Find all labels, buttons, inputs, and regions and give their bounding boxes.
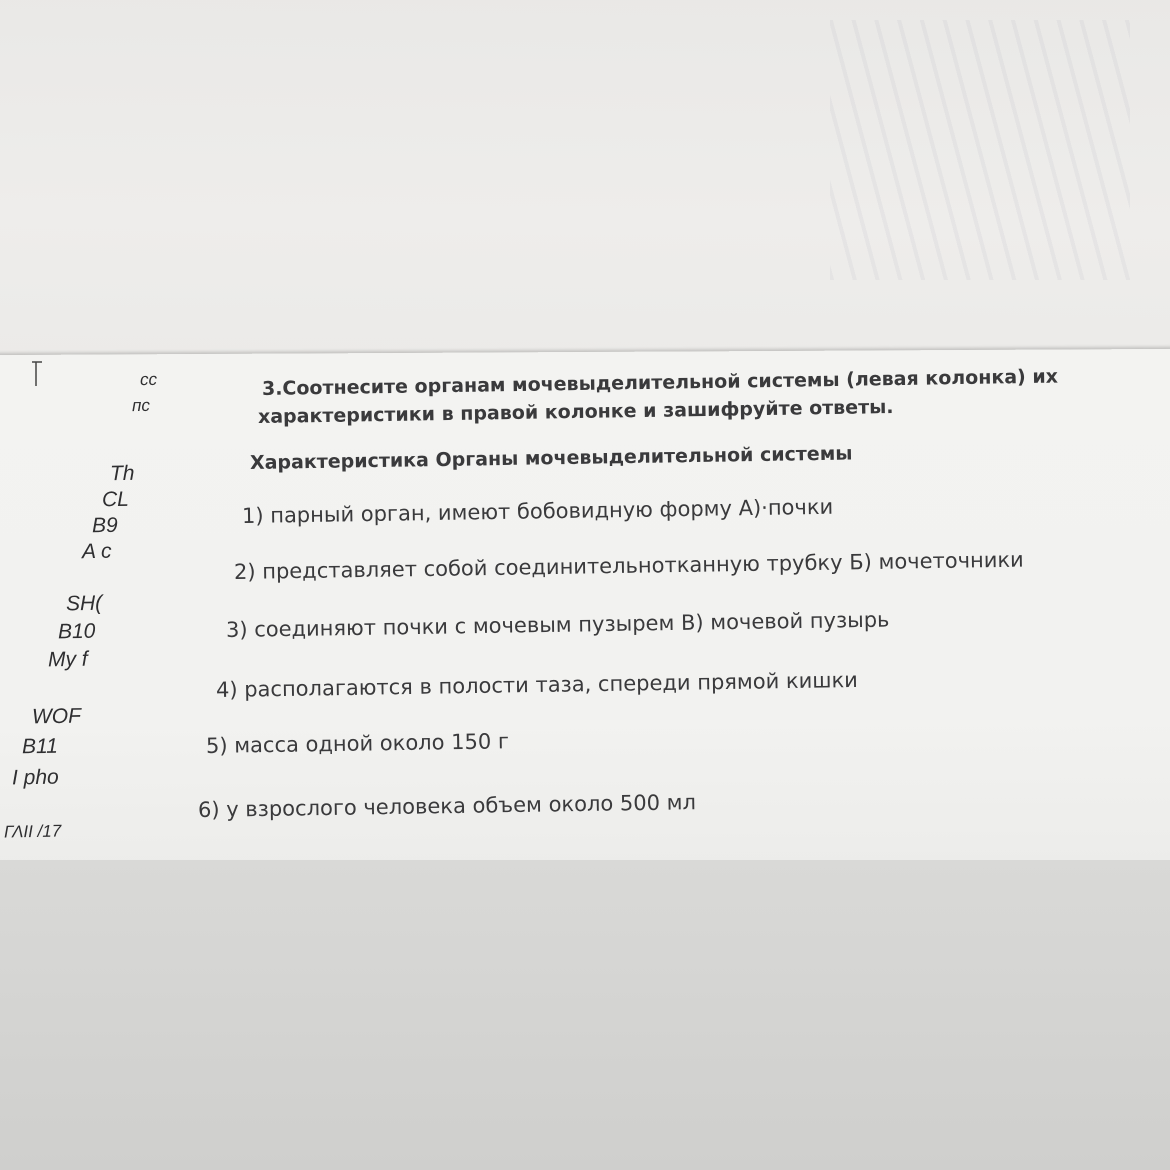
side-fragment: I pho bbox=[11, 765, 59, 790]
characteristic-item: 2) представляет собой соединительнотканную трубку Б) мочеточники bbox=[233, 547, 1024, 584]
bleed-through-text-area bbox=[830, 20, 1130, 280]
task-title-line1: 3.Соотнесите органам мочевыделительной системы (левая колонка) их bbox=[261, 365, 1059, 400]
side-fragment: ΓΛΙΙ /17 bbox=[3, 821, 62, 842]
side-fragment: сс bbox=[139, 369, 158, 390]
side-fragment: WOF bbox=[31, 704, 82, 729]
side-fragment: CL bbox=[101, 487, 130, 512]
side-fragment: пс bbox=[131, 395, 151, 416]
characteristic-item: 6) у взрослого человека объем около 500 мл bbox=[197, 790, 697, 822]
side-fragment: Th bbox=[109, 461, 135, 486]
characteristic-item: 4) располагаются в полости таза, спереди прямой кишки bbox=[215, 667, 858, 702]
side-fragment: B11 bbox=[21, 734, 59, 759]
side-fragment: A с bbox=[81, 539, 112, 564]
pen-mark-icon bbox=[30, 360, 44, 388]
task-title-line2: характеристики в правой колонке и зашифруйте ответы. bbox=[257, 396, 894, 428]
table-header: Характеристика Органы мочевыделительной системы bbox=[249, 442, 853, 474]
characteristic-item: 1) парный орган, имеют бобовидную форму А)·почки bbox=[241, 494, 834, 528]
characteristic-item: 5) масса одной около 150 г bbox=[205, 729, 510, 758]
side-fragment: B10 bbox=[57, 619, 96, 644]
table-surface bbox=[0, 860, 1170, 1170]
side-fragment: SH( bbox=[65, 591, 103, 616]
characteristic-item: 3) соединяют почки с мочевым пузырем В) мочевой пузырь bbox=[225, 607, 890, 642]
side-fragment: B9 bbox=[91, 513, 118, 538]
side-fragment: My f bbox=[47, 647, 88, 672]
